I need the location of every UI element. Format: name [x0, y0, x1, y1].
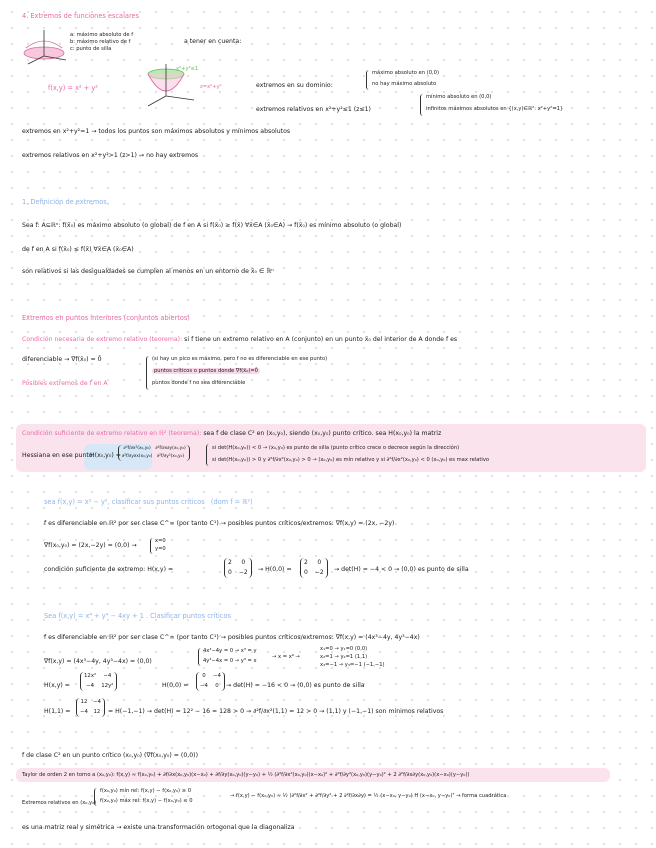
relative-item-1: mínimo absoluto en (0,0) [426, 94, 492, 100]
matrix-cell: 0 [202, 673, 206, 679]
text-line: son relativos si las desigualdades se cumplen al menos en un entorno de x̄₀ ∈ ℝⁿ [22, 268, 274, 275]
text-line: es una matriz real y simétrica → existe una transformación ortogonal que la diagonaliza [22, 824, 295, 831]
matrix-cell: 12 [93, 708, 101, 715]
brace-item-1: (si hay un pico es máximo, pero f no es diferenciable en ese punto) [152, 356, 328, 362]
matrix-cell: −4 [212, 673, 221, 679]
text-line: f es diferenciable en ℝ² por ser clase C^∞ (por tanto C¹) → posibles puntos críticos/extremos: ∇f(x,y) = (4x³−4y, 4y³−4x) [44, 634, 420, 641]
system-eq-1: 4x³−4y = 0 → x³ = y [203, 648, 257, 654]
relative-extremes-label: Extremos relativos en (x₀,y₀) [22, 800, 97, 806]
eq-function: f(x,y) = x² + y² [48, 84, 98, 92]
matrix-cell: 0 [317, 559, 322, 566]
matrix-cell: 2 [228, 559, 232, 566]
saddle-surface-sketch [20, 26, 70, 66]
condition-label: Condición necesaria de extremo relativo (teorema): si f tiene un extremo relativo en A (conjunto) en un punto x̄₀ del interior de A donde f es [22, 336, 458, 343]
matrix-cell: 0 [228, 569, 232, 576]
posibles-extremos: Posibles extremos de f en A [22, 380, 108, 387]
h00-label: H(0,0) = [162, 682, 189, 689]
hessian-label: Hessiana en ese punto: [22, 452, 95, 459]
matrix-cell: ∂²f/∂y∂x(x₀,y₀) [122, 454, 153, 459]
matrix-cell: 0 [241, 559, 246, 566]
hessian-eq: H(x₀,y₀) = [90, 452, 121, 459]
example-1-title: sea f(x,y) = x² − y², clasificar sus puntos críticos (dom f = ℝ²) [44, 498, 253, 506]
legend-c: c: punto de silla [70, 46, 112, 52]
eq-paraboloid: z=x²+y² [200, 84, 222, 90]
solution-1: x₁=0 → y₁=0 (0,0) [320, 646, 368, 652]
text-line: de f en A si f(x̄₀) ≤ f(x̄) ∀x̄∈A (x̄₀∈A) [22, 246, 134, 253]
hessian-matrix [196, 672, 225, 691]
text-line: extremos en x²+y²=1 → todos los puntos son máximos absolutos y mínimos absolutos [22, 128, 291, 135]
matrix-cell: ∂²f/∂x²(x₀,y₀) [123, 446, 151, 451]
matrix-cell: ∂²f/∂y²(x₀,y₀) [156, 454, 185, 459]
solution-x: x=0 [155, 538, 166, 544]
legend-a: a: máximo absoluto de f [70, 32, 134, 38]
domain-item-1: máximo absoluto en (0,0) [372, 70, 439, 76]
brace [94, 788, 99, 806]
section-title-extremos: 4. Extremos de funciones escalares [22, 12, 140, 20]
hessian-xy-label: H(x,y) = [44, 682, 70, 689]
text-line: extremos relativos en x²+y²>1 (z>1) → no hay extremos [22, 152, 199, 159]
h00-eq: → H(0,0) = [258, 566, 292, 573]
matrix-cell: 12y² [101, 682, 114, 689]
matrix-cell: 0 [304, 569, 308, 576]
text-line: Sea f: A⊆ℝⁿ: f(x̄₀) es máximo absoluto (o global) de f en A si f(x̄₀) ≥ f(x̄) ∀x̄∈A (x̄₀∈A) → f(x̄₀) es mínimo absoluto (o global) [22, 222, 402, 229]
hessian-matrix [300, 558, 328, 578]
matrix-cell: −4 [200, 682, 208, 689]
min-rel-line: f(x₀,y₀) mín rel: f(x,y) − f(x₀,y₀) ≥ 0 [100, 788, 192, 794]
section-title-puntos-interiores: Extremos en puntos interiores (conjuntos abiertos) [22, 314, 190, 322]
domain-item-2: no hay máximo absoluto [372, 81, 437, 87]
differentiable-line: diferenciable → ∇f(x̄₀) = 0̄ [22, 356, 102, 363]
system-result: → x = x⁹ → [272, 654, 300, 660]
relative-item-2: infinitos máximos absolutos en {(x,y)∈ℝ²: x²+y²=1} [426, 106, 564, 112]
brace [146, 356, 151, 390]
h11-result: = H(−1,−1) → det(H) = 12² − 16 = 128 > 0 → ∂²f/∂x²(1,1) = 12 > 0 → (1,1) y (−1,−1) son mínimos relativos [108, 708, 444, 715]
domain-label: extremos en su dominio: [256, 82, 333, 89]
hessian-matrix [118, 445, 190, 461]
matrix-cell: 12 [80, 699, 88, 705]
matrix-cell: −4 [103, 673, 112, 679]
section-title-definicion: 1. Definición de extremos [22, 198, 107, 206]
system-eq-2: 4y³−4x = 0 → y³ = x [203, 658, 257, 664]
brace-item-2: puntos críticos o puntos donde ∇f(x̄₀)=0̄ [154, 368, 258, 374]
matrix-cell: 12x² [84, 673, 97, 679]
taylor-line: Taylor de orden 2 en torno a (x₀,y₀): f(x,y) ≈ f(x₀,y₀) + ∂f/∂x(x₀,y₀)(x−x₀) + ∂f/∂y(x₀,y₀)(y−y₀) + ½ (∂²f/∂x²(x₀,y₀)(x−x₀)² + ∂²f/∂y²(x₀,y₀)(y−y₀)² + 2 ∂²f/∂x∂y(x₀,y₀)(x−x₀)(y−y₀)) [22, 772, 470, 778]
text-line: f es diferenciable en ℝ² por ser clase C^∞ (por tanto C¹) → posibles puntos críticos/extremos: ∇f(x,y) = (2x, −2y) [44, 520, 395, 527]
matrix-cell: −2 [314, 569, 324, 576]
text-line: f de clase C² en un punto crítico (x₀,y₀) (∇f(x₀,y₀) = (0,0)) [22, 752, 198, 759]
hessian-matrix [80, 672, 117, 691]
max-rel-line: f(x₀,y₀) máx rel: f(x,y) − f(x₀,y₀) ≤ 0 [100, 798, 193, 804]
note-a-tener-en-cuenta: a tener en cuenta: [184, 38, 242, 45]
matrix-cell: 2 [304, 559, 308, 566]
solution-2: x₂=1 → y₂=1 (1,1) [320, 654, 368, 660]
det-result: → det(H) = −4 < 0 → (0,0) es punto de silla [334, 566, 469, 573]
matrix-cell: −4 [86, 682, 95, 689]
legend-b: b: máximo relativo de f [70, 39, 131, 45]
quadratic-form-line: → f(x,y) − f(x₀,y₀) ≈ ½ (∂²f/∂x² + ∂²f/∂y² + 2 ∂²f/∂x∂y) = ½ (x−x₀, y−y₀) H (x−x₀, y−y₀)ᵀ → forma cuadrática [230, 793, 507, 799]
eq-region: x²+y²≤1 [176, 66, 199, 72]
sufficient-line: condición suficiente de extremo: H(x,y) = [44, 566, 174, 573]
gradient-line: ∇f(x,y) = (4x³−4y, 4y³−4x) = (0,0) [44, 658, 152, 665]
matrix-cell: −2 [238, 569, 248, 576]
hessian-rule-1: si det(H(x₀,y₀)) < 0 → (x₀,y₀) es punto de silla (punto crítico crece o decrece según la dirección) [212, 445, 460, 451]
hessian-matrix [224, 558, 252, 578]
h11-label: H(1,1) = [44, 708, 71, 715]
matrix-cell: −4 [92, 699, 101, 705]
matrix-cell: −4 [80, 708, 88, 715]
example-2-title: Sea f(x,y) = x⁴ + y⁴ − 4xy + 1 . Clasificar puntos críticos [44, 612, 231, 620]
gradient-line: ∇f(x₀,y₀) = (2x,−2y) = (0,0) → [44, 542, 137, 549]
brace [206, 444, 211, 466]
matrix-cell: ∂²f/∂x∂y(x₀,y₀) [155, 446, 186, 451]
brace-item-3: puntos donde f no sea diferenciable [152, 380, 246, 386]
brace [366, 70, 371, 90]
solution-y: y=0 [155, 546, 166, 552]
relative-label: extremos relativos en x²+y²≤1 (z≤1) [256, 106, 371, 113]
h00-result: → det(H) = −16 < 0 → (0,0) es punto de silla [226, 682, 365, 689]
sufficient-condition: Condición suficiente de extremo relativo en ℝ² (teorema): sea f de clase C² en (x₀,y₀), siendo (x₀,y₀) punto crítico. sea H(x₀,y₀) la matriz [22, 430, 442, 437]
matrix-cell: 0 [215, 682, 219, 689]
brace [420, 94, 425, 116]
solution-3: x₃=−1 → y₃=−1 (−1,−1) [320, 662, 385, 668]
hessian-rule-2: si det(H(x₀,y₀)) > 0 y ∂²f/∂x²(x₀,y₀) > 0 → (x₀,y₀) es mín relativo y si ∂²f/∂x²(x₀,y₀) < 0 (x₀,y₀) es max relativo [212, 457, 490, 463]
hessian-matrix [76, 698, 105, 717]
